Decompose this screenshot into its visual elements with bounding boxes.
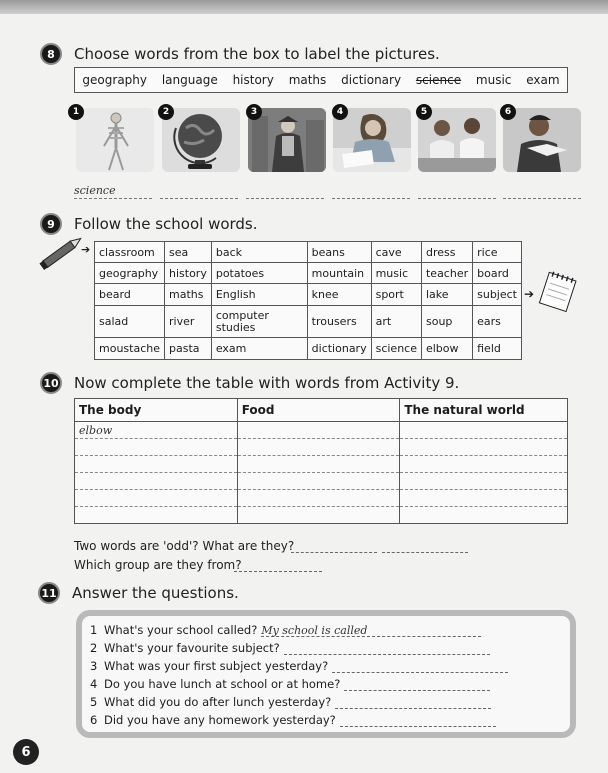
skeleton-picture (76, 108, 154, 172)
notepad-icon (536, 268, 580, 314)
answer-field[interactable] (332, 660, 508, 673)
grid-cell: salad (95, 306, 165, 338)
table-cell[interactable] (75, 473, 238, 490)
grid-cell: exam (211, 338, 307, 360)
grid-cell: computer studies (211, 306, 307, 338)
page-number: 6 (13, 739, 39, 765)
question-2 (90, 641, 490, 655)
answer-field[interactable] (344, 678, 490, 691)
grid-cell: maths (165, 284, 212, 306)
answer-field[interactable] (284, 642, 490, 655)
table-cell[interactable] (237, 473, 400, 490)
table-cell[interactable] (237, 490, 400, 507)
exercise-9-heading: Follow the school words. (74, 215, 258, 233)
odd-word-1-line[interactable] (291, 540, 377, 553)
grid-cell: trousers (307, 306, 371, 338)
column-header-body: The body (75, 399, 238, 422)
group-question: Which group are they from? (74, 558, 242, 572)
question-number: 5 (90, 695, 98, 709)
table-cell[interactable] (237, 456, 400, 473)
answer-field[interactable] (340, 714, 496, 727)
grid-cell: rice (473, 242, 522, 263)
grid-cell: mountain (307, 263, 371, 284)
grid-cell: English (211, 284, 307, 306)
word-language: language (161, 73, 218, 87)
table-cell[interactable] (400, 490, 568, 507)
table-cell[interactable] (75, 507, 238, 524)
grid-cell: cave (371, 242, 421, 263)
pencil-icon (34, 234, 91, 274)
odd-words-question: Two words are 'odd'? What are they? (74, 539, 295, 553)
exercise-10-heading: Now complete the table with words from Activity 9. (74, 374, 460, 392)
table-cell[interactable] (400, 422, 568, 439)
question-text: What's your school called? (104, 623, 258, 637)
word-maths: maths (288, 73, 327, 87)
answer-line-1[interactable]: science (74, 184, 152, 199)
questions-box (76, 610, 576, 738)
answer-field[interactable]: My school is called (261, 624, 481, 637)
column-header-food: Food (237, 399, 400, 422)
boy-reading-picture (503, 108, 581, 172)
exercise-11-badge: 11 (38, 582, 60, 604)
word-geography: geography (82, 73, 147, 87)
answer-line-5[interactable] (418, 184, 496, 199)
group-answer-line[interactable] (234, 559, 322, 572)
exercise-10-badge: 10 (40, 372, 62, 394)
answer-line-3[interactable] (246, 184, 324, 199)
grid-cell: history (165, 263, 212, 284)
grid-cell: field (473, 338, 522, 360)
column-header-natural-world: The natural world (400, 399, 568, 422)
word-history: history (232, 73, 274, 87)
grid-cell: subject (473, 284, 522, 306)
question-number: 3 (90, 659, 98, 673)
category-table (74, 398, 568, 524)
question-1 (90, 623, 481, 637)
word-grid (94, 241, 522, 360)
grid-cell: art (371, 306, 421, 338)
table-cell[interactable] (400, 439, 568, 456)
grid-cell: sea (165, 242, 212, 263)
picture-5-number: 5 (416, 104, 432, 120)
question-text: What did you do after lunch yesterday? (104, 695, 332, 709)
table-cell[interactable] (400, 473, 568, 490)
arrow-right-icon: ➔ (81, 243, 91, 256)
question-text: What was your first subject yesterday? (104, 659, 329, 673)
picture-6-number: 6 (500, 104, 516, 120)
grid-cell: sport (371, 284, 421, 306)
grid-cell: board (473, 263, 522, 284)
question-number: 1 (90, 623, 98, 637)
table-cell[interactable] (75, 439, 238, 456)
grid-cell: knee (307, 284, 371, 306)
word-music: music (475, 73, 512, 87)
question-number: 6 (90, 713, 98, 727)
answer-line-6[interactable] (503, 184, 581, 199)
table-cell[interactable] (75, 490, 238, 507)
grid-cell: teacher (421, 263, 472, 284)
globe-picture (162, 108, 240, 172)
grid-cell: ears (473, 306, 522, 338)
answer-field[interactable] (335, 696, 491, 709)
table-cell[interactable] (400, 507, 568, 524)
table-cell[interactable]: elbow (75, 422, 238, 439)
grid-cell: classroom (95, 242, 165, 263)
question-number: 4 (90, 677, 98, 691)
question-text: Do you have lunch at school or at home? (104, 677, 341, 691)
grid-cell: dictionary (307, 338, 371, 360)
grid-cell: dress (421, 242, 472, 263)
answer-line-2[interactable] (160, 184, 238, 199)
word-exam: exam (526, 73, 560, 87)
grid-cell: moustache (95, 338, 165, 360)
picture-4-number: 4 (332, 104, 348, 120)
table-cell[interactable] (237, 507, 400, 524)
answer-line-4[interactable] (332, 184, 410, 199)
question-text: Did you have any homework yesterday? (104, 713, 336, 727)
exercise-8-badge: 8 (40, 43, 62, 65)
grid-cell: river (165, 306, 212, 338)
table-cell[interactable] (237, 439, 400, 456)
grid-cell: potatoes (211, 263, 307, 284)
question-6 (90, 713, 496, 727)
picture-2-number: 2 (158, 104, 174, 120)
exercise-8-heading: Choose words from the box to label the pictures. (74, 45, 440, 63)
odd-word-2-line[interactable] (382, 540, 468, 553)
table-cell[interactable] (400, 456, 568, 473)
picture-3-number: 3 (246, 104, 262, 120)
arrow-right-icon: ➔ (524, 287, 535, 301)
grid-cell: soup (421, 306, 472, 338)
grid-cell: science (371, 338, 421, 360)
grid-cell: elbow (421, 338, 472, 360)
word-science-struck: science (415, 73, 462, 87)
grid-cell: music (371, 263, 421, 284)
grid-cell: beans (307, 242, 371, 263)
question-5 (90, 695, 491, 709)
exercise-9-badge: 9 (40, 213, 62, 235)
top-border (0, 0, 608, 14)
word-box (74, 67, 568, 93)
question-3 (90, 659, 508, 673)
grid-cell: geography (95, 263, 165, 284)
question-4 (90, 677, 490, 691)
grid-cell: beard (95, 284, 165, 306)
picture-1-number: 1 (68, 104, 84, 120)
grid-cell: lake (421, 284, 472, 306)
question-text: What's your favourite subject? (104, 641, 280, 655)
table-cell[interactable] (75, 456, 238, 473)
question-number: 2 (90, 641, 98, 655)
grid-cell: pasta (165, 338, 212, 360)
word-dictionary: dictionary (341, 73, 402, 87)
exercise-11-heading: Answer the questions. (72, 584, 239, 602)
table-cell[interactable] (237, 422, 400, 439)
grid-cell: back (211, 242, 307, 263)
